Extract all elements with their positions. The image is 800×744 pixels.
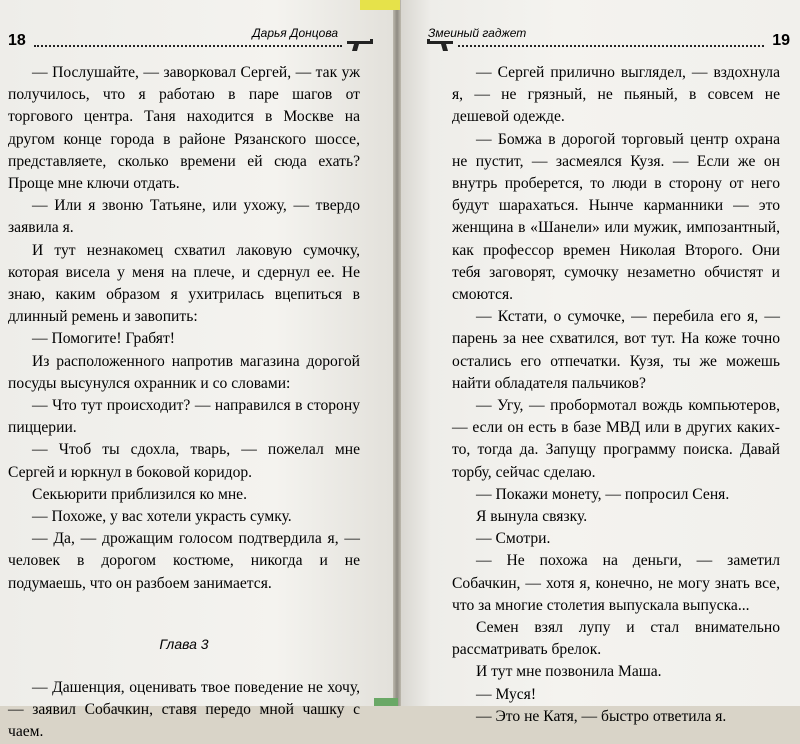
- left-running-header: [8, 26, 378, 54]
- paragraph: — Бомжа в дорогой торговый центр охрана не пустит, — засмеялся Кузя. — Если же он внутрь проберется, то люди в сторону от него будут шарахаться. Нынче карманники — это женщина в «Шанели» или мужик, импозантный, как профессор времен Николая Второго. Они тебя заговорят, сумочку незаметно обчистят и смоются.: [452, 130, 780, 304]
- pistol-icon: [424, 38, 454, 52]
- paragraph: — Кстати, о сумочке, — перебила его я, — парень за нее схватился, вот тут. На коже точно остались его отпечатки. Кузя, ты же можешь найти обладателя пальчиков?: [452, 308, 780, 392]
- chapter-title: Глава 3: [159, 635, 209, 652]
- paragraph: Семен взял лупу и стал внимательно рассматривать брелок.: [452, 619, 780, 659]
- paragraph: — Что тут происходит? — направился в сторону пиццерии.: [8, 397, 360, 437]
- paragraph: — Угу, — пробормотал вождь компьютеров, — если он есть в базе МВД или в других каких-то, тогда да. Запущу программу поиска. Давай торбу, сейчас сделаю.: [452, 397, 780, 481]
- dotted-rule: [34, 45, 342, 47]
- paragraph: И тут незнакомец схватил лаковую сумочку, которая висела у меня на плече, и сдернул ее. Не знаю, каким образом я ухитрилась вцепиться в длинный ремень и завопить:: [8, 241, 360, 326]
- paragraph: — Послушайте, — заворковал Сергей, — так уж получилось, что я работаю в паре шагов от торгового центра. Таня находится в Москве на другом конце города в районе Рязанского шоссе, представляете, сколько времени ей сюда ехать? Проще мне ключи отдать.: [8, 64, 360, 193]
- paragraph: — Да, — дрожащим голосом подтвердила я, — человек в дорогом костюме, никогда и не подумаешь, что он разбоем занимается.: [8, 530, 360, 592]
- paragraph: — Это не Катя, — быстро ответила я.: [476, 707, 727, 725]
- paragraph: — Сергей прилично выглядел, — вздохнула я, — не грязный, не пьяный, в совсем не дешевой одежде.: [452, 64, 780, 126]
- left-body-text: [8, 62, 360, 744]
- paragraph: — Дашенция, оценивать твое поведение не хочу, — заявил Собачкин, ставя передо мной чашку с чаем.: [8, 679, 360, 741]
- paragraph: Я вынула связку.: [476, 508, 588, 526]
- paragraph: Секьюрити приблизился ко мне.: [32, 485, 247, 503]
- pistol-icon: [346, 38, 376, 52]
- page-number: 18: [8, 32, 26, 49]
- book-gutter: [393, 0, 401, 706]
- paragraph: — Похоже, у вас хотели украсть сумку.: [32, 508, 292, 526]
- paragraph: И тут мне позвонила Маша.: [476, 663, 662, 681]
- binding-stripe-bottom: [374, 698, 398, 706]
- running-title: Змеиный гаджет: [428, 26, 527, 40]
- running-title: Дарья Донцова: [252, 26, 338, 40]
- paragraph: — Покажи монету, — попросил Сеня.: [476, 485, 730, 503]
- right-body-text: [452, 62, 780, 728]
- page-number: 19: [772, 32, 790, 49]
- paragraph: — Чтоб ты сдохла, тварь, — пожелал мне Сергей и юркнул в боковой коридор.: [8, 441, 360, 481]
- paragraph: Из расположенного напротив магазина дорогой посуды высунулся охранник и со словами:: [8, 352, 360, 392]
- paragraph: — Не похожа на деньги, — заметил Собачкин, — хотя я, конечно, не могу знать все, что за многие столетия выпускала выпуска...: [452, 552, 780, 614]
- paragraph: — Муся!: [476, 685, 537, 703]
- binding-stripe: [360, 0, 400, 10]
- paragraph: — Или я звоню Татьяне, или ухожу, — твердо заявила я.: [8, 197, 360, 237]
- right-running-header: [420, 26, 790, 54]
- paragraph: — Помогите! Грабят!: [32, 330, 175, 348]
- paragraph: — Смотри.: [476, 530, 551, 548]
- dotted-rule: [458, 45, 764, 47]
